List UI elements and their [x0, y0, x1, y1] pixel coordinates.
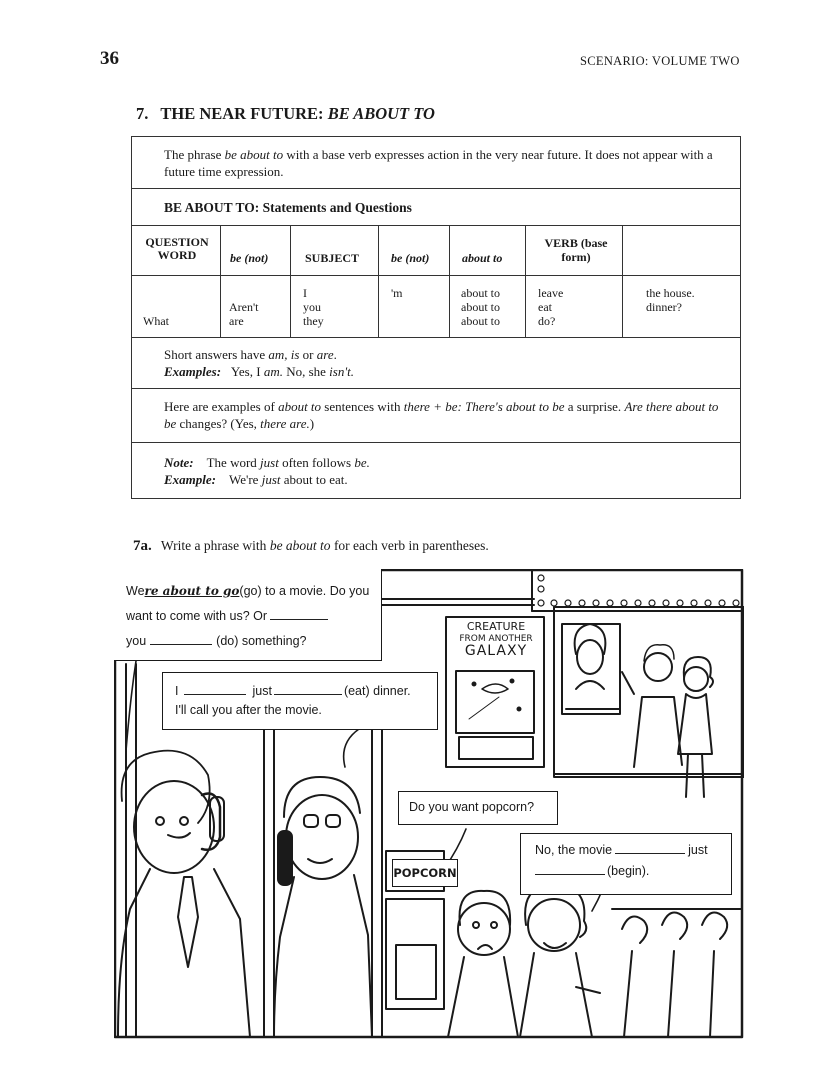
there-text-4: changes? (Yes, — [179, 416, 257, 431]
cell-verb-1: eat — [538, 300, 552, 314]
bubble1-line-3 — [126, 629, 381, 654]
cell-be1-0: Aren't — [229, 300, 259, 314]
example-label: Example: — [164, 472, 216, 487]
instruction-italic: be about to — [269, 538, 331, 553]
cell-subject-2: they — [303, 314, 324, 328]
cell-be2: 'm — [391, 286, 403, 300]
answer-blank[interactable] — [615, 841, 685, 854]
examples-isnt: isn't. — [329, 364, 354, 379]
poster-line-3: GALAXY — [464, 643, 528, 659]
note-box — [132, 443, 740, 498]
short-am: am, — [268, 347, 288, 362]
answer-blank[interactable] — [274, 682, 342, 695]
bubble4-just: just — [688, 843, 708, 857]
short-is: is — [290, 347, 300, 362]
examples-yes: Yes, I — [230, 364, 261, 379]
short-text: Short answers have — [164, 347, 266, 362]
exercise-instruction — [133, 538, 489, 555]
grammar-table — [132, 226, 740, 338]
there-ital-1: about to — [278, 399, 322, 414]
answer-blank[interactable] — [535, 862, 605, 875]
grammar-box — [131, 136, 741, 499]
bubble2-line-2: I'll call you after the movie. — [175, 703, 322, 717]
instruction-text-1: Write a phrase with — [160, 538, 267, 553]
section-number: 7. — [136, 104, 149, 123]
cell-subject-1: you — [303, 300, 321, 314]
example-line — [164, 471, 740, 488]
cell-rest-0: the house. — [646, 286, 695, 300]
there-text-2: sentences with — [324, 399, 401, 414]
grammar-intro — [132, 137, 740, 189]
note-line — [164, 454, 740, 471]
cell-about-2: about to — [461, 314, 500, 328]
cell-about-1: about to — [461, 300, 500, 314]
header-be-not-2: be (not) — [391, 251, 430, 265]
poster-line-1: CREATURE — [466, 620, 526, 633]
grammar-table-heading: BE ABOUT TO: Statements and Questions — [132, 189, 740, 226]
there-be-examples — [132, 389, 740, 443]
speech-bubble-4 — [520, 833, 732, 895]
page-number: 36 — [100, 48, 119, 69]
short-answers — [132, 338, 740, 389]
speech-bubble-2 — [162, 672, 438, 730]
answer-blank[interactable] — [150, 632, 212, 645]
bubble2-eat: (eat) dinner. — [343, 684, 411, 698]
table-header-row — [132, 226, 740, 276]
note-text-2: often follows — [282, 455, 352, 470]
cell-question-word: What — [143, 314, 169, 328]
bubble2-just: just — [252, 684, 272, 698]
examples-no: No, she — [286, 364, 326, 379]
cell-verb-0: leave — [538, 286, 564, 300]
bubble4-text-a: No, the movie — [535, 843, 613, 857]
cell-about-0: about to — [461, 286, 500, 300]
note-text-1: The word — [206, 455, 257, 470]
answer-blank[interactable] — [184, 682, 246, 695]
running-header: SCENARIO: VOLUME TWO — [580, 54, 740, 68]
example-text-1: We're — [229, 472, 259, 487]
example-text-2: about to eat. — [283, 472, 348, 487]
examples-label: Examples: — [164, 364, 222, 379]
note-just: just — [260, 455, 279, 470]
section-title — [136, 104, 435, 124]
there-ital-3: Are there about to be — [164, 399, 719, 431]
cell-be1-1: are — [229, 314, 244, 328]
short-or: or — [302, 347, 314, 362]
movie-poster — [452, 621, 540, 657]
exercise-number: 7a. — [133, 538, 152, 554]
header-about-to: about to — [462, 251, 503, 265]
handwritten-answer: re about to go — [144, 584, 240, 598]
bubble4-text-b: (begin). — [607, 864, 650, 878]
cartoon-illustration — [114, 569, 744, 1039]
speech-bubble-3: Do you want popcorn? — [398, 791, 558, 825]
note-label: Note: — [164, 455, 194, 470]
note-be: be. — [354, 455, 370, 470]
header-question-word: QUESTION WORD — [145, 235, 209, 262]
section-title-plain: THE NEAR FUTURE: — [160, 104, 324, 123]
example-just: just — [261, 472, 281, 487]
bubble1-line-1 — [126, 579, 381, 604]
cell-subject-0: I — [303, 286, 307, 300]
intro-text-1: The phrase — [164, 147, 222, 162]
there-ital-4: there are. — [260, 416, 310, 431]
intro-italic: be about to — [224, 147, 284, 162]
there-text-5: ) — [309, 416, 315, 431]
bubble1-line-2 — [126, 604, 381, 629]
examples-am: am. — [263, 364, 283, 379]
section-title-italic: BE ABOUT TO — [327, 104, 435, 123]
poster-line-2: FROM ANOTHER — [459, 634, 533, 644]
cell-rest-1: dinner? — [646, 300, 682, 314]
cell-verb-2: do? — [538, 314, 556, 328]
header-verb: VERB (base form) — [544, 236, 608, 264]
instruction-text-2: for each verb in parentheses. — [333, 538, 489, 553]
examples-line — [164, 363, 740, 380]
short-are: are — [316, 347, 334, 362]
bubble1-we: We — [126, 584, 145, 598]
bubble1-text-b: want to come with us? Or — [126, 609, 268, 623]
there-text-1: Here are examples of — [164, 399, 275, 414]
bubble1-text-c: you — [126, 634, 147, 648]
intro-text-2: with a base verb expresses action in the very near future. It does not appear with a future time expression. — [164, 147, 713, 179]
bubble2-i: I — [175, 684, 179, 698]
header-be-not-1: be (not) — [230, 251, 269, 265]
short-dot: . — [333, 347, 337, 362]
there-ital-2: there + be: There's about to be — [403, 399, 565, 414]
popcorn-sign: POPCORN — [392, 859, 458, 887]
there-text-3: a surprise. — [567, 399, 622, 414]
bubble1-text-d: (do) something? — [216, 634, 307, 648]
short-answers-line — [164, 346, 740, 363]
answer-blank[interactable] — [270, 607, 328, 620]
speech-bubble-1 — [114, 569, 382, 661]
bubble1-text-a: (go) to a movie. Do you — [239, 584, 370, 598]
header-subject: SUBJECT — [305, 251, 360, 265]
